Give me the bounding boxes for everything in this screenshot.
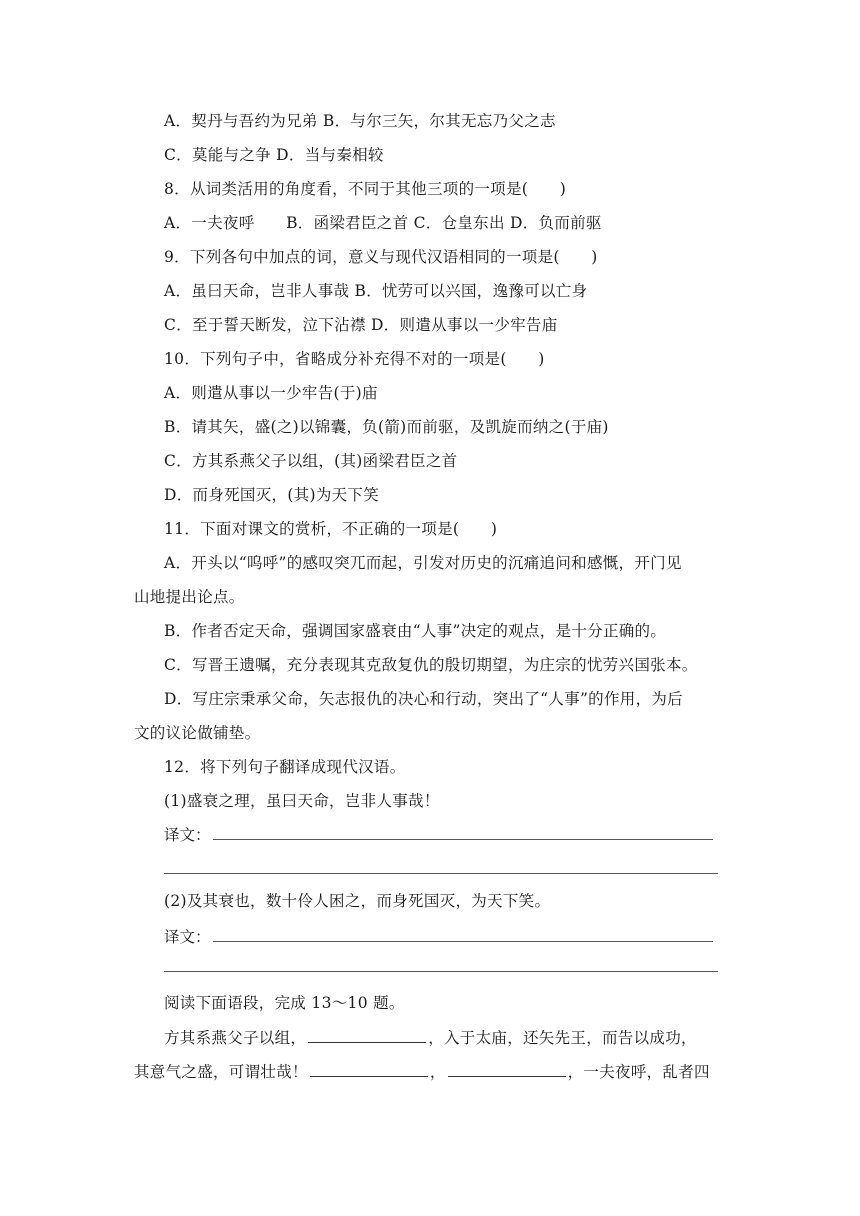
question-11-option-d: D．写庄宗秉承父命，矢志报仇的决心和行动，突出了“人事”的作用，为后 bbox=[164, 690, 683, 708]
translation-answer-2[interactable] bbox=[164, 925, 713, 947]
question-12-sentence-1: (1)盛衰之理，虽曰天命，岂非人事哉！ bbox=[164, 792, 440, 810]
question-12-sentence-2: (2)及其衰也，数十伶人困之，而身死国灭，为天下笑。 bbox=[164, 892, 551, 910]
fill-blank-1[interactable] bbox=[308, 1027, 426, 1043]
question-10-option-b: B．请其矢，盛(之)以锦囊，负(箭)而前驱，及凯旋而纳之(于庙) bbox=[164, 418, 609, 436]
question-11-option-a-cont: 山地提出论点。 bbox=[134, 588, 245, 606]
question-7-options-cd: C．莫能与之争 D．当与秦相较 bbox=[164, 146, 384, 164]
question-8-options: A．一夫夜呼 B．函梁君臣之首 C．仓皇东出 D．负而前驱 bbox=[164, 214, 602, 232]
question-10-stem: 10．下列句子中，省略成分补充得不对的一项是( ) bbox=[164, 350, 545, 368]
translation-label: 译文： bbox=[164, 826, 211, 844]
question-9-options-ab: A．虽曰天命，岂非人事哉 B．忧劳可以兴国，逸豫可以亡身 bbox=[164, 282, 588, 300]
question-11-option-d-cont: 文的议论做铺垫。 bbox=[134, 724, 261, 742]
answer-blank[interactable] bbox=[213, 925, 713, 942]
answer-line[interactable] bbox=[164, 873, 718, 874]
question-9-options-cd: C．至于誓天断发，泣下沾襟 D．则遣从事以一少牢告庙 bbox=[164, 316, 558, 334]
passage-line-1: 方其系燕父子以组， ，入于太庙，还矢先王，而告以成功， bbox=[164, 1029, 697, 1047]
question-11-option-b: B．作者否定天命，强调国家盛衰由“人事”决定的观点，是十分正确的。 bbox=[164, 622, 667, 640]
question-11-option-c: C．写晋王遗嘱，充分表现其克敌复仇的殷切期望，为庄宗的忧劳兴国张本。 bbox=[164, 656, 698, 674]
question-11-option-a: A．开头以“呜呼”的感叹突兀而起，引发对历史的沉痛追问和感慨，开门见 bbox=[164, 554, 682, 572]
question-10-option-d: D．而身死国灭，(其)为天下笑 bbox=[164, 486, 380, 504]
question-8-stem: 8．从词类活用的角度看，不同于其他三项的一项是( ) bbox=[164, 180, 567, 198]
fill-blank-2[interactable] bbox=[310, 1061, 428, 1077]
answer-line[interactable] bbox=[164, 971, 718, 972]
fill-blank-3[interactable] bbox=[448, 1061, 566, 1077]
translation-label: 译文： bbox=[164, 928, 211, 946]
question-7-options-ab: A．契丹与吾约为兄弟 B．与尔三矢，尔其无忘乃父之志 bbox=[164, 112, 556, 130]
question-10-option-a: A．则遣从事以一少牢告(于)庙 bbox=[164, 384, 378, 402]
question-10-option-c: C．方其系燕父子以组，(其)函梁君臣之首 bbox=[164, 452, 458, 470]
translation-answer-1[interactable] bbox=[164, 823, 713, 845]
question-11-stem: 11．下面对课文的赏析，不正确的一项是( ) bbox=[164, 520, 498, 538]
answer-blank[interactable] bbox=[213, 823, 713, 840]
question-9-stem: 9．下列各句中加点的词，意义与现代汉语相同的一项是( ) bbox=[164, 248, 598, 266]
passage-line-2: 其意气之盛，可谓壮哉！ ， ，一夫夜呼，乱者四 bbox=[134, 1063, 710, 1081]
reading-instruction: 阅读下面语段，完成 13～10 题。 bbox=[164, 994, 405, 1012]
question-12-stem: 12．将下列句子翻译成现代汉语。 bbox=[164, 758, 406, 776]
